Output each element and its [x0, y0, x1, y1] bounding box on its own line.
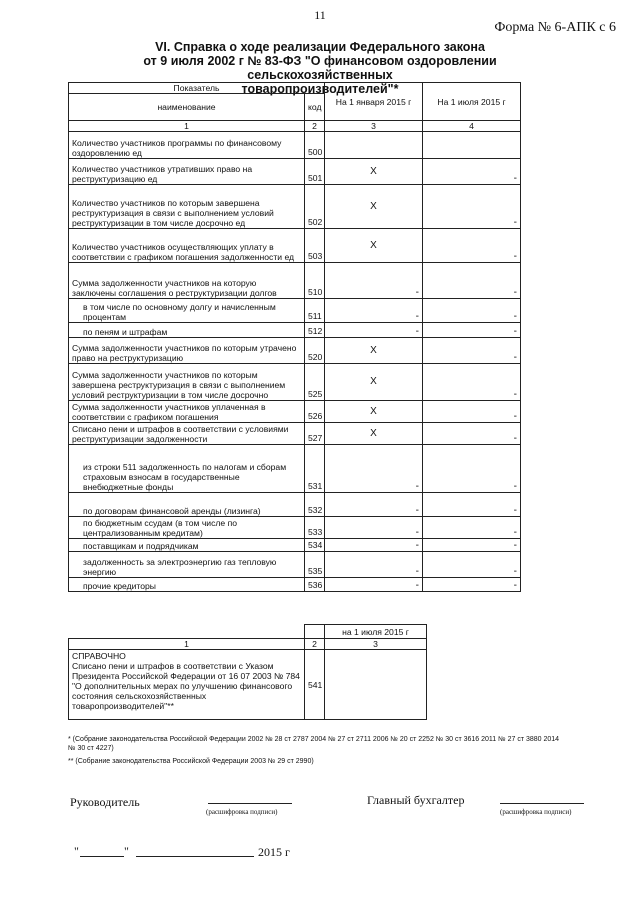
row-jan: X: [325, 364, 423, 401]
row-code: 533: [305, 517, 325, 539]
row-code: 527: [305, 423, 325, 445]
reference-table: [68, 624, 427, 720]
table-row: [69, 159, 521, 185]
header-num-4: 4: [423, 121, 521, 132]
row-name: из строки 511 задолженность по налогам и сборам страховым взносам в государственные внебюджетные фонды: [69, 445, 305, 493]
table-row: [69, 338, 521, 364]
row-jan: X: [325, 401, 423, 423]
row-jul: -: [423, 229, 521, 263]
row-jan: -: [325, 299, 423, 323]
table-row: [69, 539, 521, 552]
row-jul: -: [423, 299, 521, 323]
head-label: Руководитель: [70, 795, 140, 809]
row-name: поставщикам и подрядчикам: [69, 539, 305, 552]
row-name: Количество участников программы по финансовому оздоровлению ед: [69, 132, 305, 159]
table-row: [69, 229, 521, 263]
date-quote-open: ": [74, 844, 79, 858]
footnote-2: ** (Собрание законодательства Российской Федерации 2003 № 29 ст 2990): [68, 758, 314, 765]
row-jan: X: [325, 229, 423, 263]
row-name: Сумма задолженности участников на которую заключены соглашения о реструктуризации долгов: [69, 263, 305, 299]
row-jul: -: [423, 445, 521, 493]
header-code: код: [305, 94, 325, 121]
table-row: [69, 650, 427, 720]
row-code: 536: [305, 578, 325, 592]
footnote-1: * (Собрание законодательства Российской Федерации 2002 № 28 ст 2787 2004 № 27 ст 2711 2006 № 20 ст 2252 № 30 ст 3616 2011 № 27 ст 3880 2014 № 30 ст 4227): [68, 736, 560, 752]
row-code: 500: [305, 132, 325, 159]
ref-header-jul: на 1 июля 2015 г: [325, 625, 427, 639]
ref-num-2: 2: [305, 639, 325, 650]
title-line-3: товаропроизводителей"*: [241, 82, 399, 96]
row-jul: -: [423, 323, 521, 338]
row-jan: [325, 132, 423, 159]
head-signature-line: [208, 803, 292, 804]
row-jan: -: [325, 445, 423, 493]
row-code: 525: [305, 364, 325, 401]
row-jan: -: [325, 493, 423, 517]
chief-signature-line: [500, 803, 584, 804]
row-jul: -: [423, 517, 521, 539]
table-row: [69, 493, 521, 517]
table-row: [69, 401, 521, 423]
ref-num-1: 1: [69, 639, 305, 650]
row-name: прочие кредиторы: [69, 578, 305, 592]
title-line-1: VI. Справка о ходе реализации Федерального закона: [155, 40, 485, 54]
row-name: Сумма задолженности участников уплаченная в соответствии с графиком погашения: [69, 401, 305, 423]
table-row: [69, 364, 521, 401]
ref-description: [69, 650, 305, 720]
title-line-2: от 9 июля 2002 г № 83-ФЗ "О финансовом оздоровлении сельскохозяйственных: [143, 54, 497, 82]
row-code: 520: [305, 338, 325, 364]
row-code: 511: [305, 299, 325, 323]
row-code: 502: [305, 185, 325, 229]
row-code: 534: [305, 539, 325, 552]
row-name: Списано пени и штрафов в соответствии с условиями реструктуризации задолженности: [69, 423, 305, 445]
row-jan: -: [325, 578, 423, 592]
row-jan: X: [325, 185, 423, 229]
row-name: по пеням и штрафам: [69, 323, 305, 338]
ref-empty-header-code: [305, 625, 325, 639]
date-day-line: [80, 856, 124, 857]
ref-num-3: 3: [325, 639, 427, 650]
row-code: 532: [305, 493, 325, 517]
row-name: Количество участников по которым завершена реструктуризация в связи с выполнением условий реструктуризации в том числе досрочно ед: [69, 185, 305, 229]
row-name: задолженность за электроэнергию газ тепловую энергию: [69, 552, 305, 578]
date-year: 2015 г: [258, 845, 290, 859]
row-jul: -: [423, 552, 521, 578]
row-jul: [423, 132, 521, 159]
table-row: [69, 552, 521, 578]
table-row: [69, 445, 521, 493]
row-code: 501: [305, 159, 325, 185]
row-jul: -: [423, 364, 521, 401]
row-code: 531: [305, 445, 325, 493]
row-jan: -: [325, 323, 423, 338]
row-jul: -: [423, 539, 521, 552]
table-row: [69, 578, 521, 592]
table-row: [69, 423, 521, 445]
row-jul: -: [423, 185, 521, 229]
main-table: [68, 82, 521, 592]
row-code: 512: [305, 323, 325, 338]
ref-label: СПРАВОЧНО: [72, 651, 126, 661]
head-decode-caption: (расшифровка подписи): [206, 808, 278, 816]
row-jul: -: [423, 401, 521, 423]
table-row: [69, 517, 521, 539]
row-jan: X: [325, 159, 423, 185]
header-num-1: 1: [69, 121, 305, 132]
ref-value: [325, 650, 427, 720]
date-quote-close: ": [124, 844, 129, 858]
table-row: [69, 263, 521, 299]
row-name: Количество участников осуществляющих уплату в соответствии с графиком погашения задолженности ед: [69, 229, 305, 263]
row-name: по договорам финансовой аренды (лизинга): [69, 493, 305, 517]
header-name: наименование: [69, 94, 305, 121]
header-num-3: 3: [325, 121, 423, 132]
header-num-2: 2: [305, 121, 325, 132]
row-code: 535: [305, 552, 325, 578]
table-row: [69, 132, 521, 159]
table-row: [69, 299, 521, 323]
row-name: по бюджетным ссудам (в том числе по централизованным кредитам): [69, 517, 305, 539]
row-jan: X: [325, 338, 423, 364]
row-jan: -: [325, 517, 423, 539]
date-month-line: [136, 856, 254, 857]
header-jul: На 1 июля 2015 г: [423, 83, 521, 121]
row-code: 510: [305, 263, 325, 299]
row-jul: -: [423, 578, 521, 592]
row-code: 503: [305, 229, 325, 263]
row-jan: -: [325, 263, 423, 299]
table-row: [69, 185, 521, 229]
row-jul: -: [423, 159, 521, 185]
page-number: 11: [314, 8, 326, 22]
row-jul: -: [423, 263, 521, 299]
row-name: в том числе по основному долгу и начисленным процентам: [69, 299, 305, 323]
row-code: 526: [305, 401, 325, 423]
ref-text: Списано пени и штрафов в соответствии с Указом Президента Российской Федерации от 16 07 2003 № 784 "О дополнительных мерах по улучшению финансового состояния сельскохозяйственных товаропроизводителей"**: [72, 661, 300, 711]
row-name: Сумма задолженности участников по которым завершена реструктуризация в связи с выполнением условий реструктуризации в том числе досрочно: [69, 364, 305, 401]
row-name: Сумма задолженности участников по которым утрачено право на реструктуризацию: [69, 338, 305, 364]
header-jan: На 1 января 2015 г: [325, 83, 423, 121]
form-label: Форма № 6-АПК с 6: [494, 20, 616, 35]
row-jul: -: [423, 493, 521, 517]
row-jan: X: [325, 423, 423, 445]
row-name: Количество участников утративших право на реструктуризацию ед: [69, 159, 305, 185]
chief-decode-caption: (расшифровка подписи): [500, 808, 572, 816]
ref-code: 541: [305, 650, 325, 720]
row-jul: -: [423, 423, 521, 445]
row-jan: -: [325, 539, 423, 552]
chief-accountant-label: Главный бухгалтер: [367, 793, 465, 807]
row-jul: -: [423, 338, 521, 364]
table-row: [69, 323, 521, 338]
row-jan: -: [325, 552, 423, 578]
ref-empty-header: [69, 625, 305, 639]
header-indicator: Показатель: [69, 83, 325, 94]
